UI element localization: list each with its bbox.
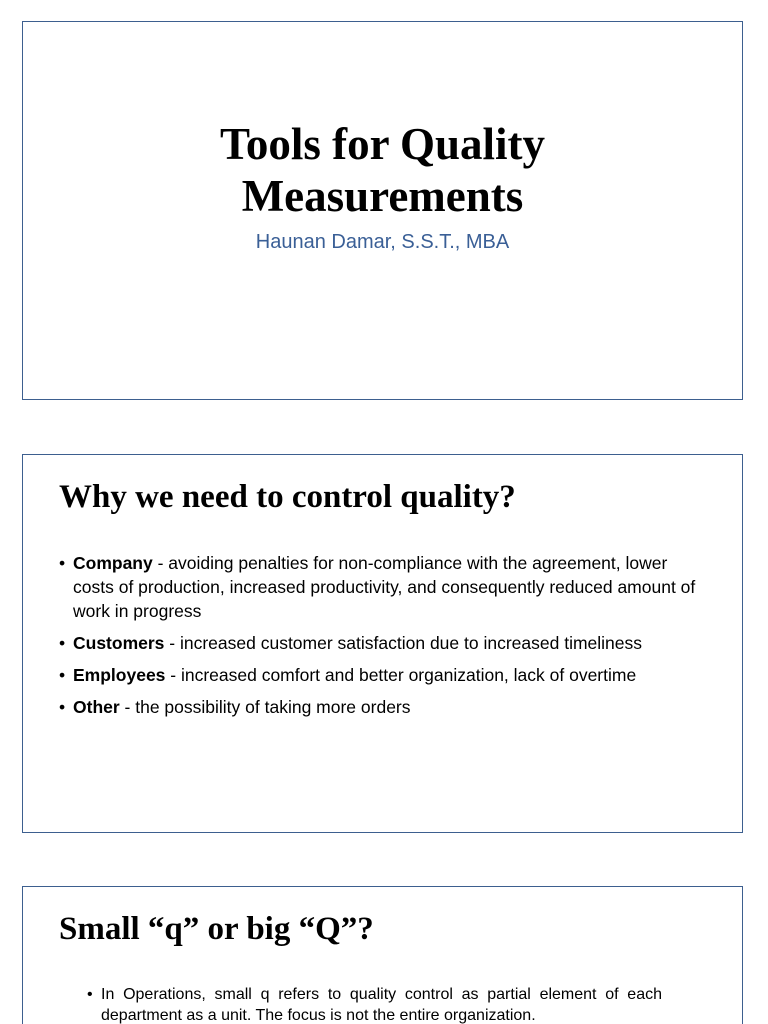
bullet-item: • In Operations, small q refers to quality control as partial element of each department as a unit. The focus is not the entire organization. (87, 984, 662, 1024)
slide-heading: Small “q” or big “Q”? (59, 911, 374, 947)
slide-heading: Why we need to control quality? (59, 479, 516, 515)
author-subtitle: Haunan Damar, S.S.T., MBA (255, 231, 510, 253)
bullet-item (59, 695, 698, 719)
slide-small-q-big-q (22, 886, 743, 1024)
bullet-item (59, 551, 698, 623)
slide-why-control-quality (22, 454, 743, 833)
bullet-text: - the possibility of taking more orders (119, 697, 411, 717)
bullet-text: - increased comfort and better organization, lack of overtime (165, 665, 637, 685)
bullet-item (59, 663, 698, 687)
title-line-1: Tools for Quality (219, 119, 546, 169)
presentation-title (23, 118, 742, 222)
slide-title (22, 21, 743, 400)
bullet-term: Employees (73, 665, 166, 685)
title-line-2: Measurements (241, 171, 524, 221)
bullet-term: Other (73, 697, 120, 717)
bullet-term: Company (73, 553, 153, 573)
bullet-text: - avoiding penalties for non-compliance with the agreement, lower costs of production, increased productivity, and consequently reduced amount of work in progress (73, 553, 696, 621)
bullet-list (59, 551, 698, 727)
bullet-item (59, 631, 698, 655)
bullet-text: - increased customer satisfaction due to increased timeliness (164, 633, 643, 653)
bullet-term: Customers (73, 633, 165, 653)
bullet-list (87, 984, 662, 1024)
